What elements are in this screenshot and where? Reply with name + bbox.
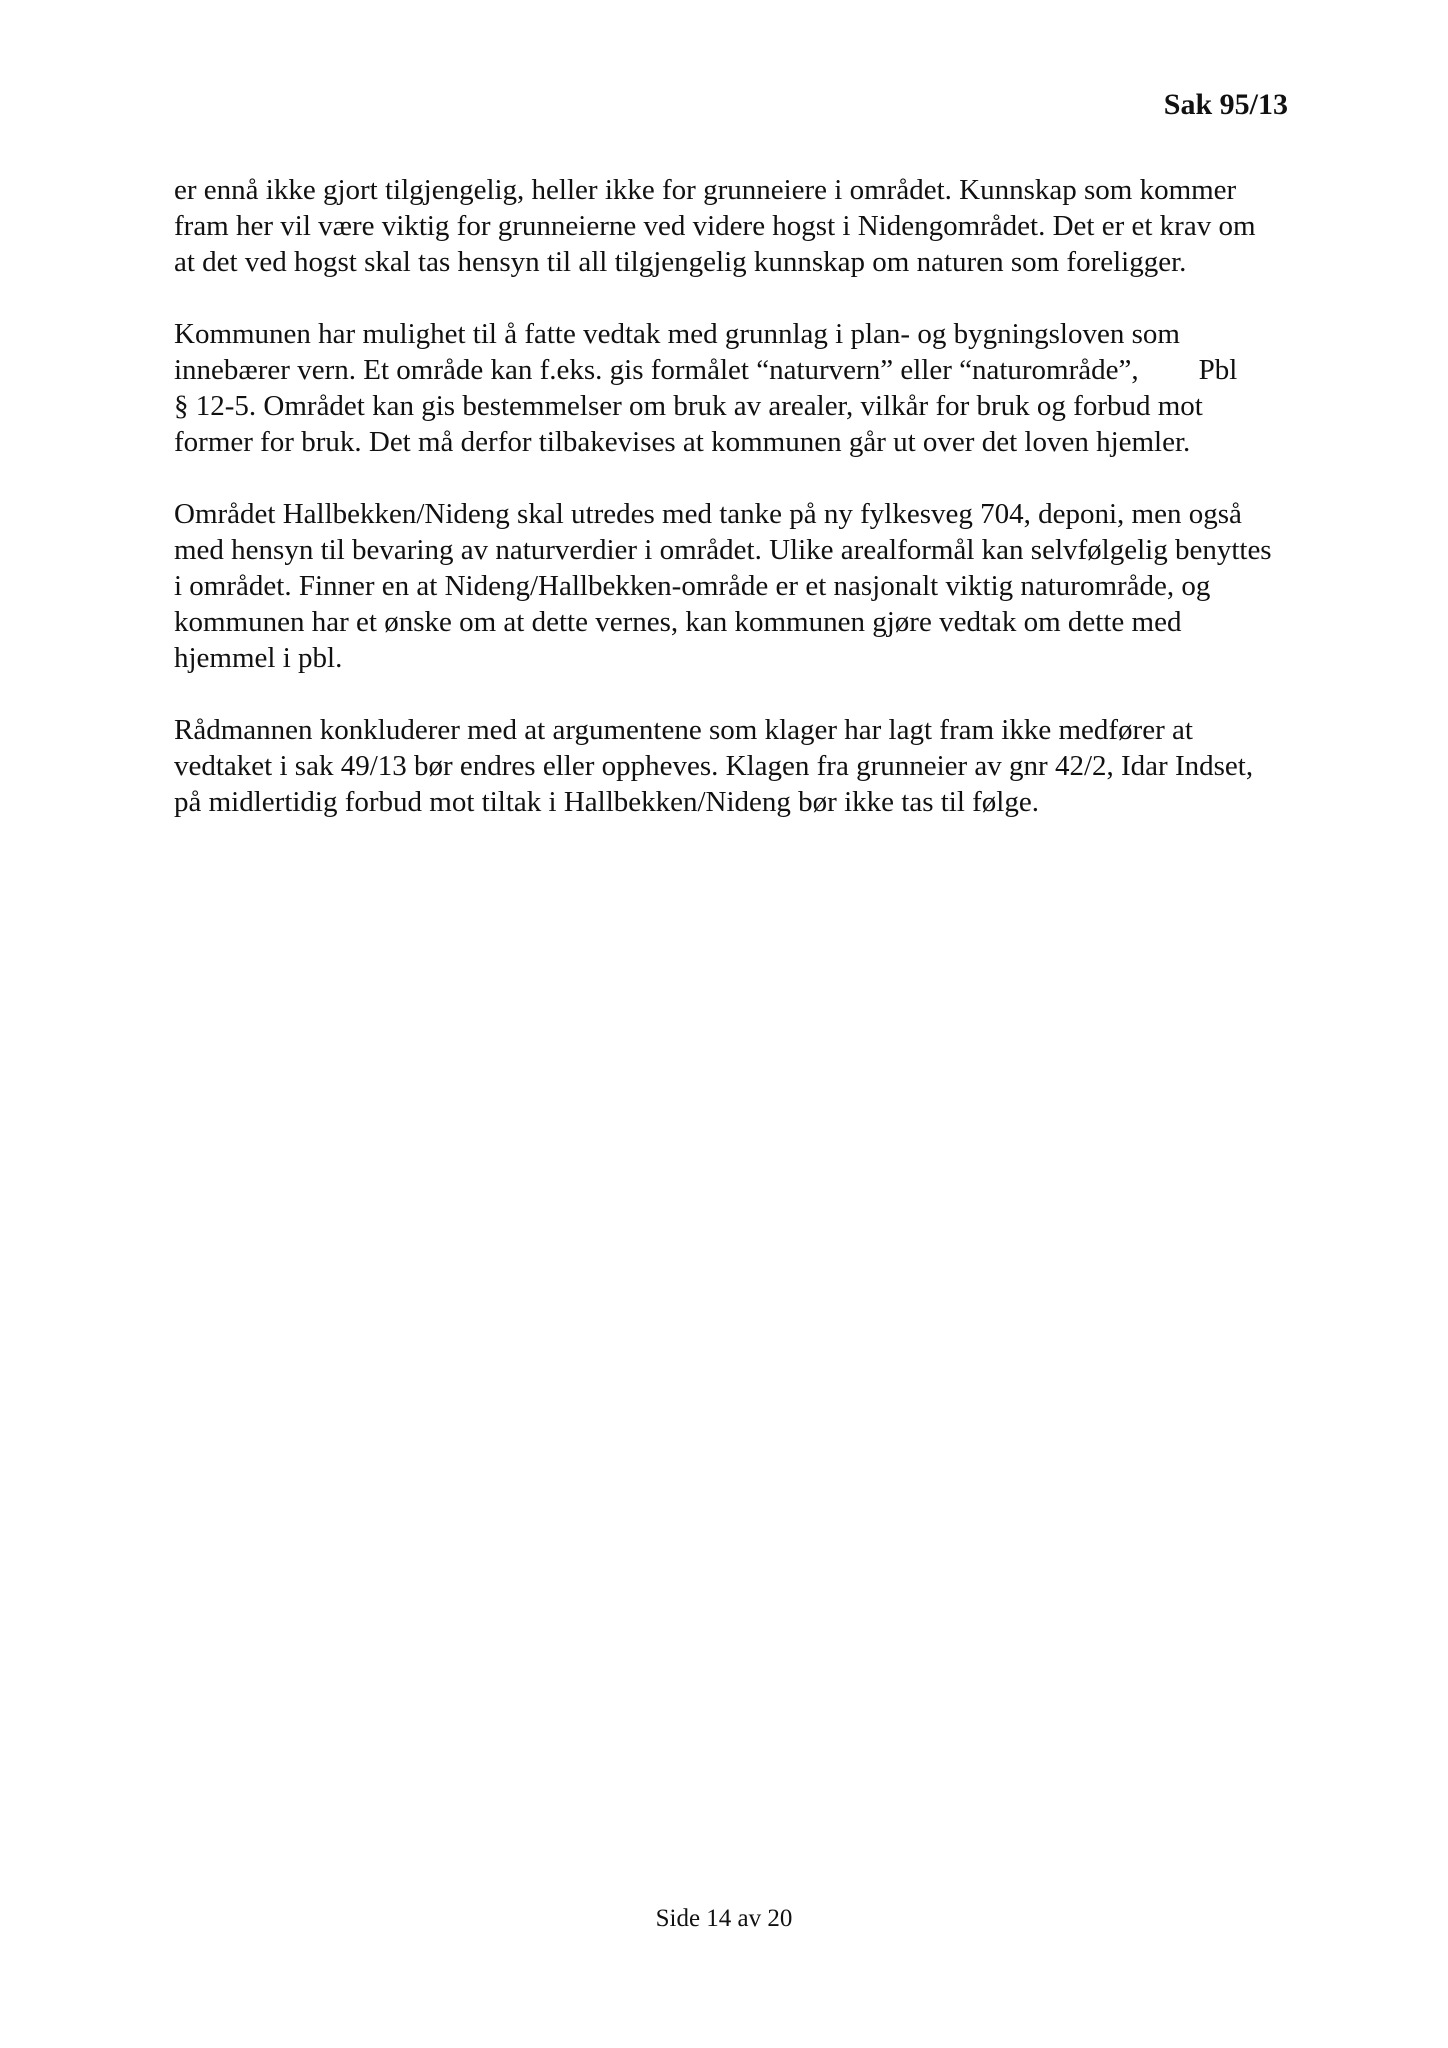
pbl-reference: Pbl — [1198, 354, 1238, 386]
text-line: kommunen har et ønske om at dette vernes, kan kommunen gjøre vedtak om dette med — [174, 606, 1182, 638]
text-line: fram her vil være viktig for grunneierne ved videre hogst i Nidengområdet. Det er et krav om — [174, 210, 1256, 242]
text-line: er ennå ikke gjort tilgjengelig, heller ikke for grunneiere i området. Kunnskap som kommer — [174, 174, 1237, 206]
text-line: med hensyn til bevaring av naturverdier i området. Ulike arealformål kan selvfølgelig benyttes — [174, 534, 1272, 566]
paragraph-4 — [174, 712, 1294, 820]
text-line: former for bruk. Det må derfor tilbakevises at kommunen går ut over det loven hjemler. — [174, 426, 1191, 458]
text-line: hjemmel i pbl. — [174, 642, 343, 674]
page-number-footer: Side 14 av 20 — [655, 1905, 793, 1932]
paragraph-2 — [174, 316, 1294, 460]
text-line: Rådmannen konkluderer med at argumentene som klager har lagt fram ikke medfører at — [174, 714, 1193, 746]
paragraph-1 — [174, 172, 1294, 280]
case-number-header: Sak 95/13 — [1163, 88, 1288, 121]
text-line: i området. Finner en at Nideng/Hallbekken-område er et nasjonalt viktig naturområde, og — [174, 570, 1211, 602]
document-body — [174, 172, 1294, 856]
text-line: at det ved hogst skal tas hensyn til all tilgjengelig kunnskap om naturen som foreligger. — [174, 246, 1187, 278]
text-segment: innebærer vern. Et område kan f.eks. gis formålet “naturvern” eller “naturområde”, — [174, 354, 1139, 386]
text-line: vedtaket i sak 49/13 bør endres eller oppheves. Klagen fra grunneier av gnr 42/2, Idar Indset, — [174, 750, 1254, 782]
text-line: Området Hallbekken/Nideng skal utredes med tanke på ny fylkesveg 704, deponi, men også — [174, 498, 1242, 530]
text-line: Kommunen har mulighet til å fatte vedtak med grunnlag i plan- og bygningsloven som — [174, 318, 1180, 350]
text-line-with-trailing — [174, 352, 1294, 388]
paragraph-3 — [174, 496, 1294, 676]
text-line: på midlertidig forbud mot tiltak i Hallbekken/Nideng bør ikke tas til følge. — [174, 786, 1039, 818]
text-line: § 12-5. Området kan gis bestemmelser om bruk av arealer, vilkår for bruk og forbud mot — [174, 390, 1203, 422]
